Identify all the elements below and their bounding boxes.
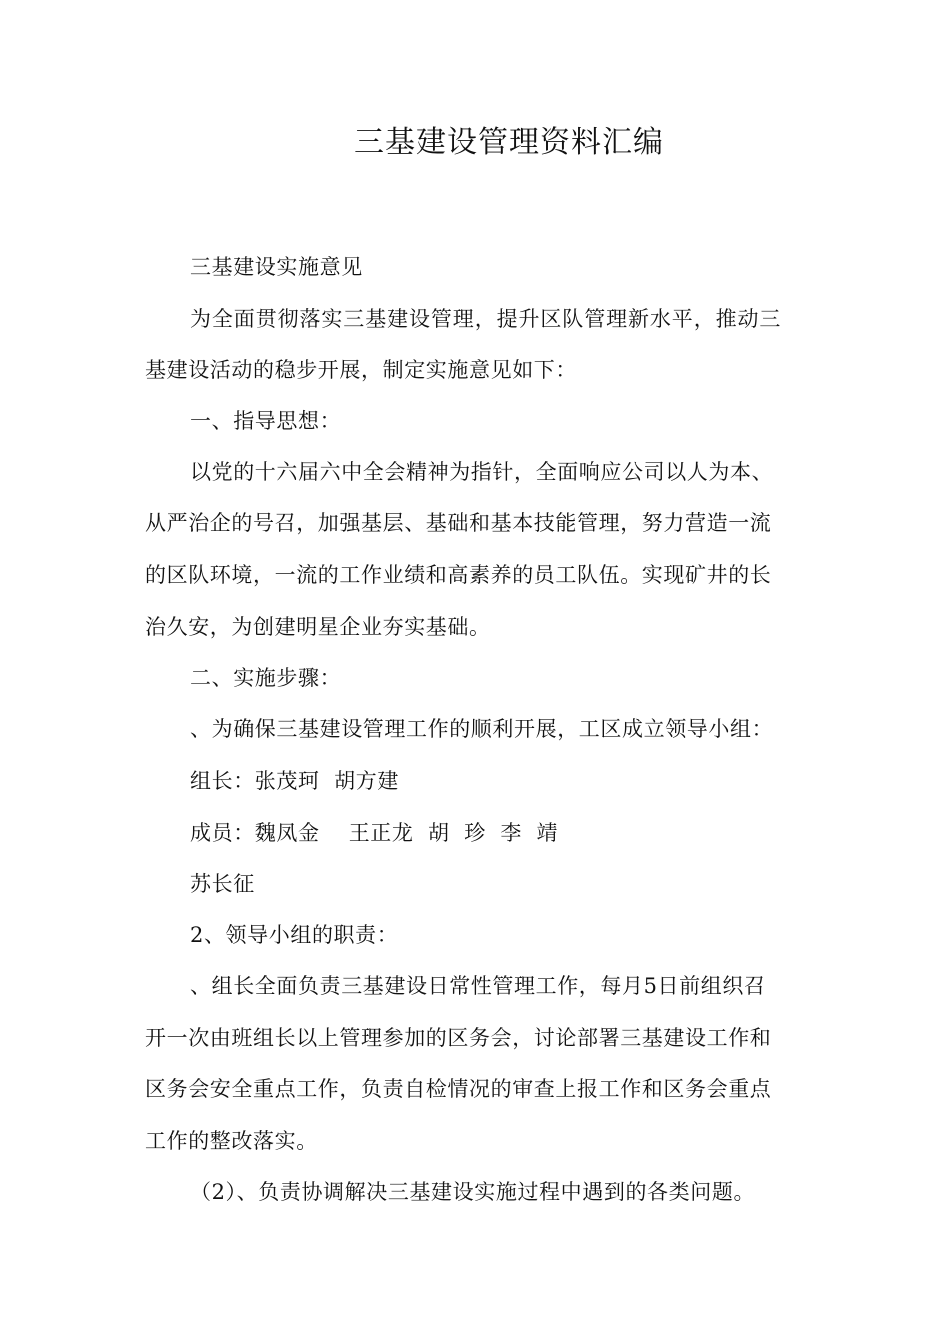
paragraph-line: 的区队环境，一流的工作业绩和高素养的员工队伍。实现矿井的长 <box>145 563 772 587</box>
document-title: 三基建设管理资料汇编 <box>354 125 664 160</box>
section-heading: 2、领导小组的职责： <box>190 923 399 947</box>
paragraph-line: 工作的整改落实。 <box>145 1129 318 1153</box>
paragraph-line: 区务会安全重点工作，负责自检情况的审查上报工作和区务会重点 <box>145 1077 772 1101</box>
section-heading: 二、实施步骤： <box>190 666 342 690</box>
section-heading: 一、指导思想： <box>190 409 342 433</box>
section-heading: 三基建设实施意见 <box>190 255 363 279</box>
paragraph-line: 为全面贯彻落实三基建设管理，提升区队管理新水平，推动三 <box>190 307 782 331</box>
paragraph-line: 以党的十六届六中全会精神为指针，全面响应公司以人为本、 <box>190 460 774 484</box>
paragraph-line: 、组长全面负责三基建设日常性管理工作，每月5日前组织召 <box>190 974 766 998</box>
paragraph-line: 从严治企的号召，加强基层、基础和基本技能管理，努力营造一流 <box>145 511 772 535</box>
group-members-line: 成员：魏凤金 王正龙 胡 珍 李 靖 <box>190 821 559 845</box>
paragraph-line: 基建设活动的稳步开展，制定实施意见如下： <box>145 358 577 382</box>
group-leader-line: 组长：张茂珂 胡方建 <box>190 769 399 793</box>
paragraph-line: （2）、负责协调解决三基建设实施过程中遇到的各类问题。 <box>190 1180 756 1204</box>
paragraph-line: 、为确保三基建设管理工作的顺利开展，工区成立领导小组： <box>190 717 774 741</box>
group-members-continued: 苏长征 <box>190 872 255 896</box>
paragraph-line: 开一次由班组长以上管理参加的区务会，讨论部署三基建设工作和 <box>145 1026 772 1050</box>
paragraph-line: 治久安，为创建明星企业夯实基础。 <box>145 615 491 639</box>
